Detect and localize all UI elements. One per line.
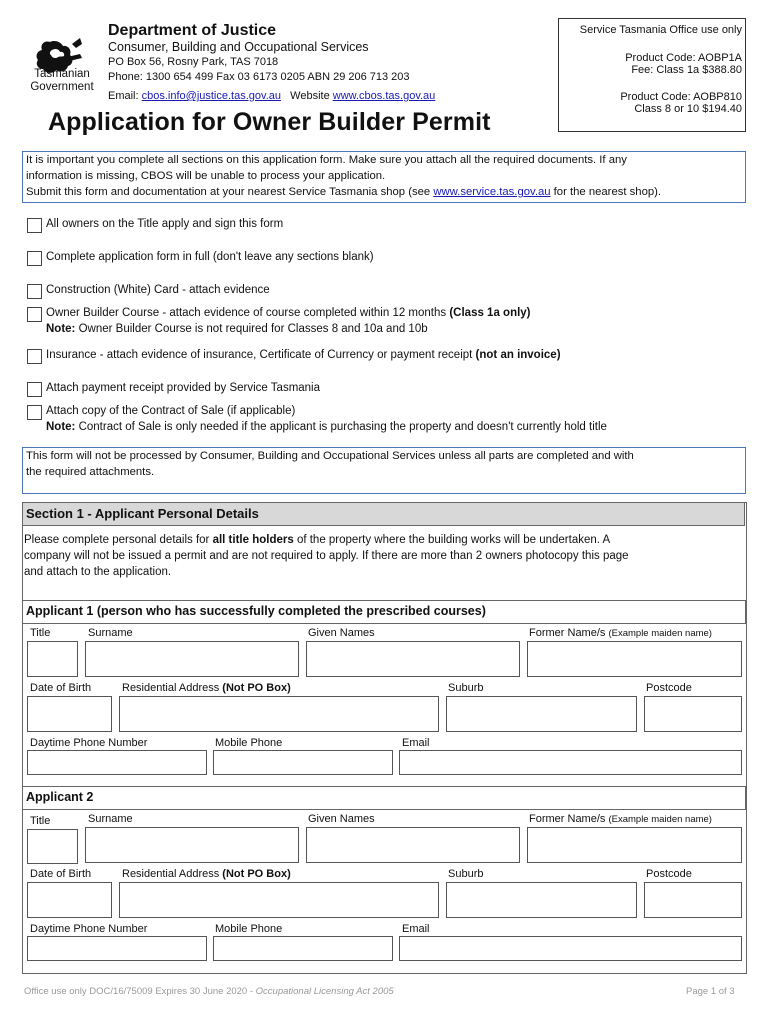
footer-document-info: Office use only DOC/16/75009 Expires 30 June 2020 - Occupational Licensing Act 2005 bbox=[24, 986, 394, 997]
applicant-2-given-names-label: Given Names bbox=[308, 813, 375, 825]
applicant-2-former-names-label: Former Name/s (Example maiden name) bbox=[529, 813, 712, 825]
applicant-1-suburb-input[interactable] bbox=[446, 696, 637, 732]
checklist-checkbox-contract[interactable] bbox=[27, 405, 42, 420]
applicant-1-title-input[interactable] bbox=[27, 641, 78, 677]
division-name: Consumer, Building and Occupational Services bbox=[108, 40, 369, 54]
postal-address: PO Box 56, Rosny Park, TAS 7018 bbox=[108, 56, 279, 68]
checklist-label-complete-form: Complete application form in full (don't leave any sections blank) bbox=[46, 251, 374, 263]
email-label: Email: bbox=[108, 90, 139, 102]
applicant-2-former-names-input[interactable] bbox=[527, 827, 742, 863]
notice-line: information is missing, CBOS will be unable to process your application. bbox=[26, 170, 386, 182]
checklist-label-insurance: Insurance - attach evidence of insurance, Certificate of Currency or payment receipt (not an invoice) bbox=[46, 349, 561, 361]
checklist-label-white-card: Construction (White) Card - attach evidence bbox=[46, 284, 270, 296]
warning-line: This form will not be processed by Consumer, Building and Occupational Services unless all parts are completed and with bbox=[26, 450, 634, 462]
product-code-1a: Product Code: AOBP1A bbox=[625, 52, 742, 64]
department-name: Department of Justice bbox=[108, 22, 277, 39]
applicant-2-title-input[interactable] bbox=[27, 829, 78, 864]
applicant-2-email-input[interactable] bbox=[399, 936, 742, 961]
applicant-1-surname-label: Surname bbox=[88, 627, 133, 639]
checklist-checkbox-owners[interactable] bbox=[27, 218, 42, 233]
fee-1a: Fee: Class 1a $388.80 bbox=[631, 64, 742, 76]
applicant-2-email-label: Email bbox=[402, 923, 430, 935]
product-code-810: Product Code: AOBP810 bbox=[620, 91, 742, 103]
applicant-2-daytime-phone-input[interactable] bbox=[27, 936, 207, 961]
checklist-checkbox-complete-form[interactable] bbox=[27, 251, 42, 266]
checklist-checkbox-white-card[interactable] bbox=[27, 284, 42, 299]
logo-wordmark: Tasmanian Government bbox=[30, 68, 94, 93]
applicant-1-dob-input[interactable] bbox=[27, 696, 112, 732]
applicant-2-dob-label: Date of Birth bbox=[30, 868, 92, 880]
section-1-intro: Please complete personal details for all title holders of the property where the building works will be undertaken. A company will not be issued a permit and are not required to apply. If there are more than 2 owners photocopy this page and attach to the application. bbox=[24, 534, 629, 578]
warning-line: the required attachments. bbox=[26, 466, 155, 478]
applicant-1-postcode-input[interactable] bbox=[644, 696, 742, 732]
applicant-1-mobile-input[interactable] bbox=[213, 750, 393, 775]
applicant-2-residential-label: Residential Address (Not PO Box) bbox=[122, 868, 291, 880]
checklist-label-owners: All owners on the Title apply and sign this form bbox=[46, 218, 284, 230]
applicant-2-postcode-input[interactable] bbox=[644, 882, 742, 918]
applicant-1-residential-input[interactable] bbox=[119, 696, 439, 732]
website-link[interactable]: www.cbos.tas.gov.au bbox=[332, 90, 436, 102]
applicant-2-title-label: Title bbox=[30, 815, 51, 827]
notice-line: It is important you complete all sections on this application form. Make sure you attach all the required documents. If any bbox=[26, 154, 627, 166]
form-title: Application for Owner Builder Permit bbox=[48, 108, 491, 136]
office-use-box bbox=[558, 18, 746, 132]
applicant-1-suburb-label: Suburb bbox=[448, 682, 484, 694]
footer-page-number: Page 1 of 3 bbox=[686, 986, 735, 997]
applicant-2-mobile-input[interactable] bbox=[213, 936, 393, 961]
applicant-1-postcode-label: Postcode bbox=[646, 682, 692, 694]
email-link[interactable]: cbos.info@justice.tas.gov.au bbox=[141, 90, 281, 102]
applicant-2-residential-input[interactable] bbox=[119, 882, 439, 918]
applicant-2-dob-input[interactable] bbox=[27, 882, 112, 918]
applicant-1-residential-label: Residential Address (Not PO Box) bbox=[122, 682, 291, 694]
checklist-label-contract: Attach copy of the Contract of Sale (if applicable) Note: Contract of Sale is only needed if the applicant is purchasing the property and doesn't currently hold title bbox=[46, 405, 607, 433]
applicant-1-email-input[interactable] bbox=[399, 750, 742, 775]
checklist-checkbox-insurance[interactable] bbox=[27, 349, 42, 364]
checklist-checkbox-payment[interactable] bbox=[27, 382, 42, 397]
applicant-1-former-names-label: Former Name/s (Example maiden name) bbox=[529, 627, 712, 639]
applicant-2-mobile-label: Mobile Phone bbox=[215, 923, 283, 935]
applicant-1-former-names-input[interactable] bbox=[527, 641, 742, 677]
applicant-2-heading: Applicant 2 bbox=[22, 786, 746, 810]
service-tasmania-link[interactable]: www.service.tas.gov.au bbox=[433, 186, 551, 198]
applicant-2-suburb-input[interactable] bbox=[446, 882, 637, 918]
section-1-heading: Section 1 - Applicant Personal Details bbox=[22, 502, 745, 526]
applicant-2-surname-input[interactable] bbox=[85, 827, 299, 863]
checklist-checkbox-course[interactable] bbox=[27, 307, 42, 322]
notice-line: Submit this form and documentation at your nearest Service Tasmania shop (see www.service.tas.gov.au for the nearest shop). bbox=[26, 186, 662, 198]
applicant-1-daytime-phone-input[interactable] bbox=[27, 750, 207, 775]
office-use-heading: Service Tasmania Office use only bbox=[579, 24, 742, 36]
contact-phone: Phone: 1300 654 499 Fax 03 6173 0205 ABN 29 206 713 203 bbox=[108, 71, 410, 83]
applicant-1-mobile-label: Mobile Phone bbox=[215, 737, 283, 749]
website-label: Website bbox=[290, 90, 330, 102]
applicant-2-postcode-label: Postcode bbox=[646, 868, 692, 880]
applicant-1-daytime-phone-label: Daytime Phone Number bbox=[30, 737, 148, 749]
checklist-label-payment: Attach payment receipt provided by Service Tasmania bbox=[46, 382, 321, 394]
processing-warning bbox=[22, 447, 746, 494]
applicant-1-email-label: Email bbox=[402, 737, 430, 749]
applicant-1-given-names-label: Given Names bbox=[308, 627, 375, 639]
applicant-2-given-names-input[interactable] bbox=[306, 827, 520, 863]
applicant-2-suburb-label: Suburb bbox=[448, 868, 484, 880]
applicant-1-dob-label: Date of Birth bbox=[30, 682, 92, 694]
contact-email-website bbox=[108, 90, 435, 102]
checklist-label-course: Owner Builder Course - attach evidence of course completed within 12 months (Class 1a only) Note: Owner Builder Course is not required for Classes 8 and 10a and 10b bbox=[46, 307, 531, 335]
important-notice bbox=[22, 151, 746, 203]
applicant-1-title-label: Title bbox=[30, 627, 51, 639]
applicant-1-surname-input[interactable] bbox=[85, 641, 299, 677]
fee-810: Class 8 or 10 $194.40 bbox=[634, 103, 742, 115]
applicant-2-daytime-phone-label: Daytime Phone Number bbox=[30, 923, 148, 935]
applicant-2-surname-label: Surname bbox=[88, 813, 133, 825]
applicant-1-given-names-input[interactable] bbox=[306, 641, 520, 677]
applicant-1-heading: Applicant 1 (person who has successfully completed the prescribed courses) bbox=[22, 600, 746, 624]
